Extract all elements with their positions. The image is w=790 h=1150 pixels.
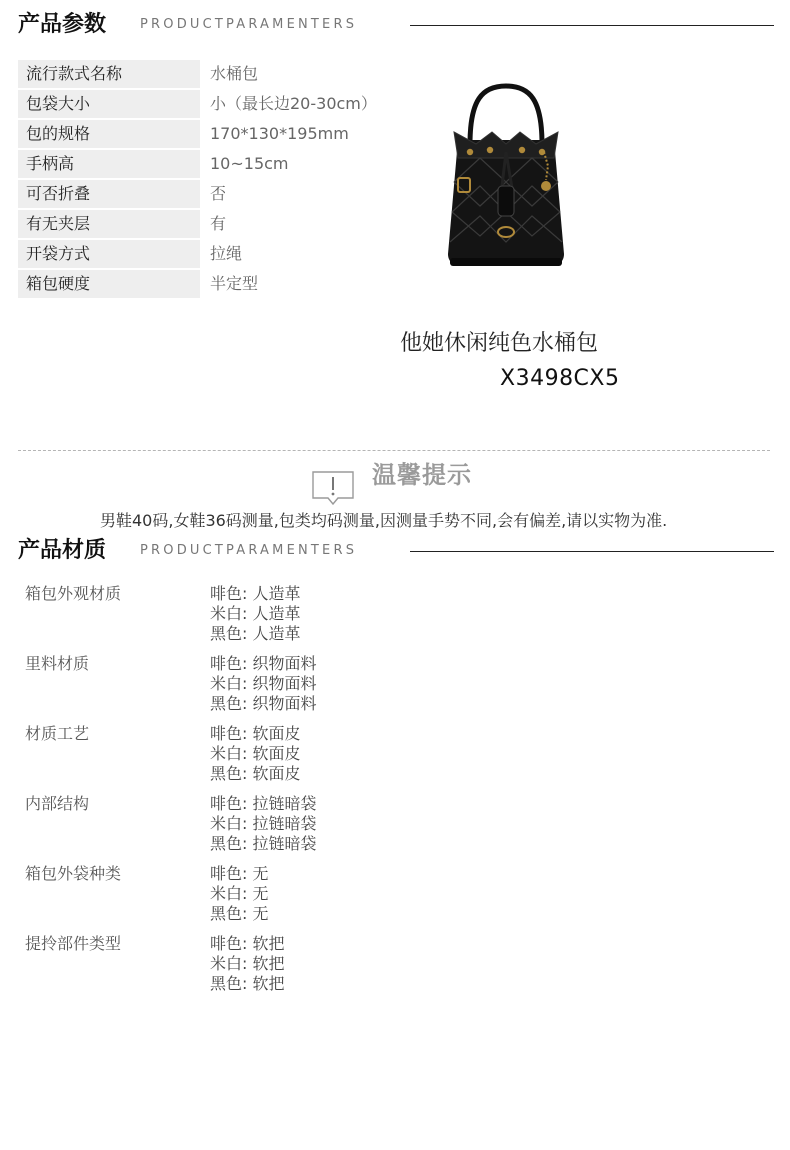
product-code: X3498CX5 — [500, 366, 620, 391]
material-value: 啡色: 无 — [210, 864, 269, 883]
material-values — [210, 584, 300, 644]
material-value: 啡色: 人造革 — [210, 584, 301, 603]
material-value: 黑色: 人造革 — [210, 624, 301, 643]
material-label: 内部结构 — [25, 794, 90, 813]
dashed-divider — [18, 450, 770, 451]
material-label: 里料材质 — [25, 654, 90, 673]
material-value: 米白: 织物面料 — [210, 674, 317, 693]
param-value: 否 — [210, 184, 227, 203]
tip-text: 男鞋40码,女鞋36码测量,包类均码测量,因测量手势不同,会有偏差,请以实物为准. — [100, 511, 668, 530]
material-values — [210, 934, 284, 994]
product-name: 他她休闲纯色水桶包 — [400, 331, 599, 356]
material-value: 黑色: 无 — [210, 904, 269, 923]
material-label: 箱包外袋种类 — [25, 864, 122, 883]
tip-title: 温馨提示 — [372, 461, 472, 489]
section-subtitle: PRODUCTPARAMENTERS — [140, 543, 358, 558]
bucket-bag-image — [440, 82, 572, 270]
param-value: 10~15cm — [210, 154, 289, 173]
param-label: 有无夹层 — [18, 210, 200, 238]
param-label: 可否折叠 — [18, 180, 200, 208]
section-divider — [410, 25, 774, 26]
section-header-params — [18, 10, 774, 40]
param-value: 半定型 — [210, 274, 259, 293]
material-label: 材质工艺 — [25, 724, 90, 743]
param-value: 小（最长边20-30cm） — [210, 94, 377, 113]
material-value: 啡色: 软把 — [210, 934, 285, 953]
material-value: 米白: 软把 — [210, 954, 285, 973]
material-value: 啡色: 拉链暗袋 — [210, 794, 317, 813]
material-values — [210, 654, 316, 714]
section-subtitle: PRODUCTPARAMENTERS — [140, 17, 358, 32]
param-label: 包的规格 — [18, 120, 200, 148]
material-value: 米白: 无 — [210, 884, 269, 903]
material-label: 提拎部件类型 — [25, 934, 122, 953]
material-value: 黑色: 软把 — [210, 974, 285, 993]
param-value: 水桶包 — [210, 64, 259, 83]
param-label: 包袋大小 — [18, 90, 200, 118]
param-value: 拉绳 — [210, 244, 243, 263]
section-title: 产品参数 — [18, 12, 107, 37]
material-value: 米白: 人造革 — [210, 604, 301, 623]
material-values — [210, 864, 268, 924]
material-values — [210, 724, 300, 784]
param-label: 流行款式名称 — [18, 60, 200, 88]
material-value: 啡色: 软面皮 — [210, 724, 301, 743]
material-values — [210, 794, 316, 854]
section-header-materials — [18, 536, 774, 566]
material-value: 黑色: 织物面料 — [210, 694, 317, 713]
param-label: 箱包硬度 — [18, 270, 200, 298]
material-value: 黑色: 拉链暗袋 — [210, 834, 317, 853]
param-label: 手柄高 — [18, 150, 200, 178]
material-label: 箱包外观材质 — [25, 584, 122, 603]
param-value: 170*130*195mm — [210, 124, 349, 143]
material-value: 米白: 拉链暗袋 — [210, 814, 317, 833]
material-value: 啡色: 织物面料 — [210, 654, 317, 673]
param-value: 有 — [210, 214, 227, 233]
param-label: 开袋方式 — [18, 240, 200, 268]
section-divider — [410, 551, 774, 552]
exclamation-speech-bubble-icon — [310, 470, 356, 510]
material-value: 米白: 软面皮 — [210, 744, 301, 763]
section-title: 产品材质 — [18, 538, 107, 563]
material-value: 黑色: 软面皮 — [210, 764, 301, 783]
